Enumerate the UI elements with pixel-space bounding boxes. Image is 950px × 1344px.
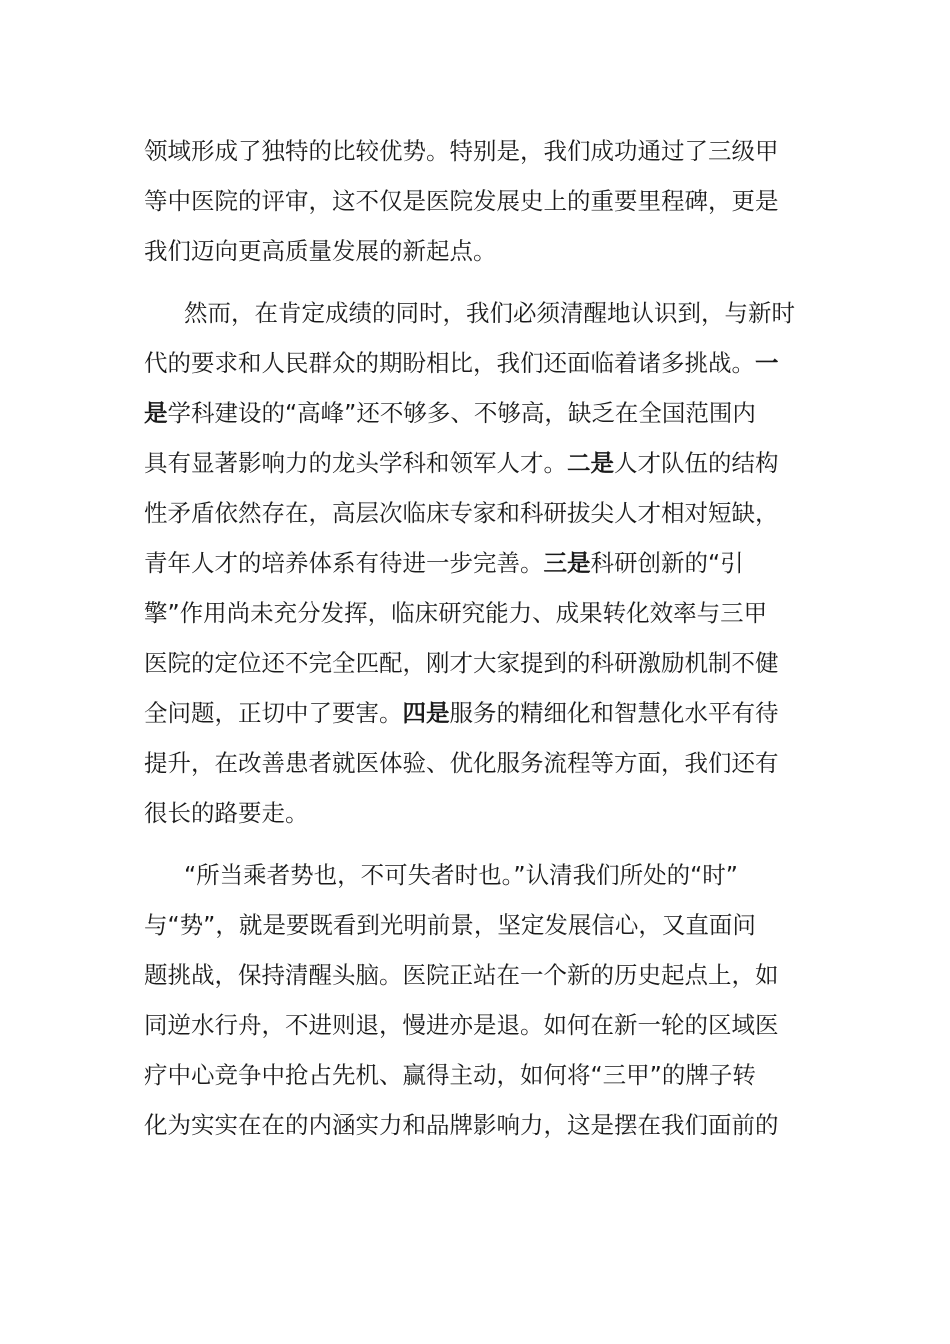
text-line <box>144 488 812 538</box>
text-segment: 化为实实在在的内涵实力和品牌影响力，这是摆在我们面前的 <box>144 1111 779 1139</box>
text-segment: 全问题，正切中了要害。 <box>144 699 403 727</box>
text-segment: 学科建设的“高峰”还不够多、不够高，缺乏在全国范围内 <box>167 399 756 427</box>
bold-enumerator: 一 <box>755 349 779 377</box>
text-segment: 领域形成了独特的比较优势。特别是，我们成功通过了三级甲 <box>144 137 779 165</box>
bold-enumerator: 三是 <box>543 549 591 577</box>
text-line <box>144 288 812 338</box>
text-segment: 医院的定位还不完全匹配，刚才大家提到的科研激励机制不健 <box>144 649 779 677</box>
paragraph <box>144 288 812 838</box>
text-line <box>144 538 812 588</box>
text-segment: 很长的路要走。 <box>144 799 309 827</box>
text-line <box>144 900 812 950</box>
text-line <box>144 788 812 838</box>
text-line <box>144 388 812 438</box>
paragraph-gap <box>144 838 812 850</box>
text-line <box>144 738 812 788</box>
text-line <box>144 126 812 176</box>
text-line <box>144 688 812 738</box>
text-line <box>144 338 812 388</box>
text-segment: 提升，在改善患者就医体验、优化服务流程等方面，我们还有 <box>144 749 779 777</box>
bold-enumerator: 二是 <box>567 449 614 477</box>
text-line <box>144 638 812 688</box>
text-segment: 擎”作用尚未充分发挥，临床研究能力、成果转化效率与三甲 <box>144 599 768 627</box>
text-line <box>144 1050 812 1100</box>
text-segment: 性矛盾依然存在，高层次临床专家和科研拔尖人才相对短缺， <box>144 499 779 527</box>
text-segment: 代的要求和人民群众的期盼相比，我们还面临着诸多挑战。 <box>144 349 755 377</box>
text-line <box>144 226 812 276</box>
text-segment: “所当乘者势也，不可失者时也。”认清我们所处的“时” <box>184 861 738 889</box>
text-line <box>144 176 812 226</box>
paragraph <box>144 126 812 276</box>
bold-enumerator: 四是 <box>402 699 450 727</box>
text-segment: 青年人才的培养体系有待进一步完善。 <box>144 549 544 577</box>
text-segment: 与“势”，就是要既看到光明前景，坚定发展信心，又直面问 <box>144 911 756 939</box>
text-segment: 疗中心竞争中抢占先机、赢得主动，如何将“三甲”的牌子转 <box>144 1061 756 1089</box>
text-line <box>144 950 812 1000</box>
text-line <box>144 1000 812 1050</box>
paragraph-gap <box>144 276 812 288</box>
text-line <box>144 438 812 488</box>
text-line <box>144 1100 812 1150</box>
text-segment: 服务的精细化和智慧化水平有待 <box>449 699 779 727</box>
text-segment: 同逆水行舟，不进则退，慢进亦是退。如何在新一轮的区域医 <box>144 1011 779 1039</box>
paragraph <box>144 850 812 1150</box>
text-segment: 科研创新的“引 <box>590 549 744 577</box>
text-segment: 具有显著影响力的龙头学科和领军人才。 <box>144 449 567 477</box>
text-line <box>144 850 812 900</box>
text-line <box>144 588 812 638</box>
text-segment: 我们迈向更高质量发展的新起点。 <box>144 237 497 265</box>
text-segment: 等中医院的评审，这不仅是医院发展史上的重要里程碑，更是 <box>144 187 779 215</box>
text-segment: 题挑战，保持清醒头脑。医院正站在一个新的历史起点上，如 <box>144 961 779 989</box>
text-segment: 人才队伍的结构 <box>614 449 779 477</box>
bold-enumerator: 是 <box>144 399 168 427</box>
document-body <box>144 126 812 1150</box>
text-segment: 然而，在肯定成绩的同时，我们必须清醒地认识到，与新时 <box>184 299 795 327</box>
